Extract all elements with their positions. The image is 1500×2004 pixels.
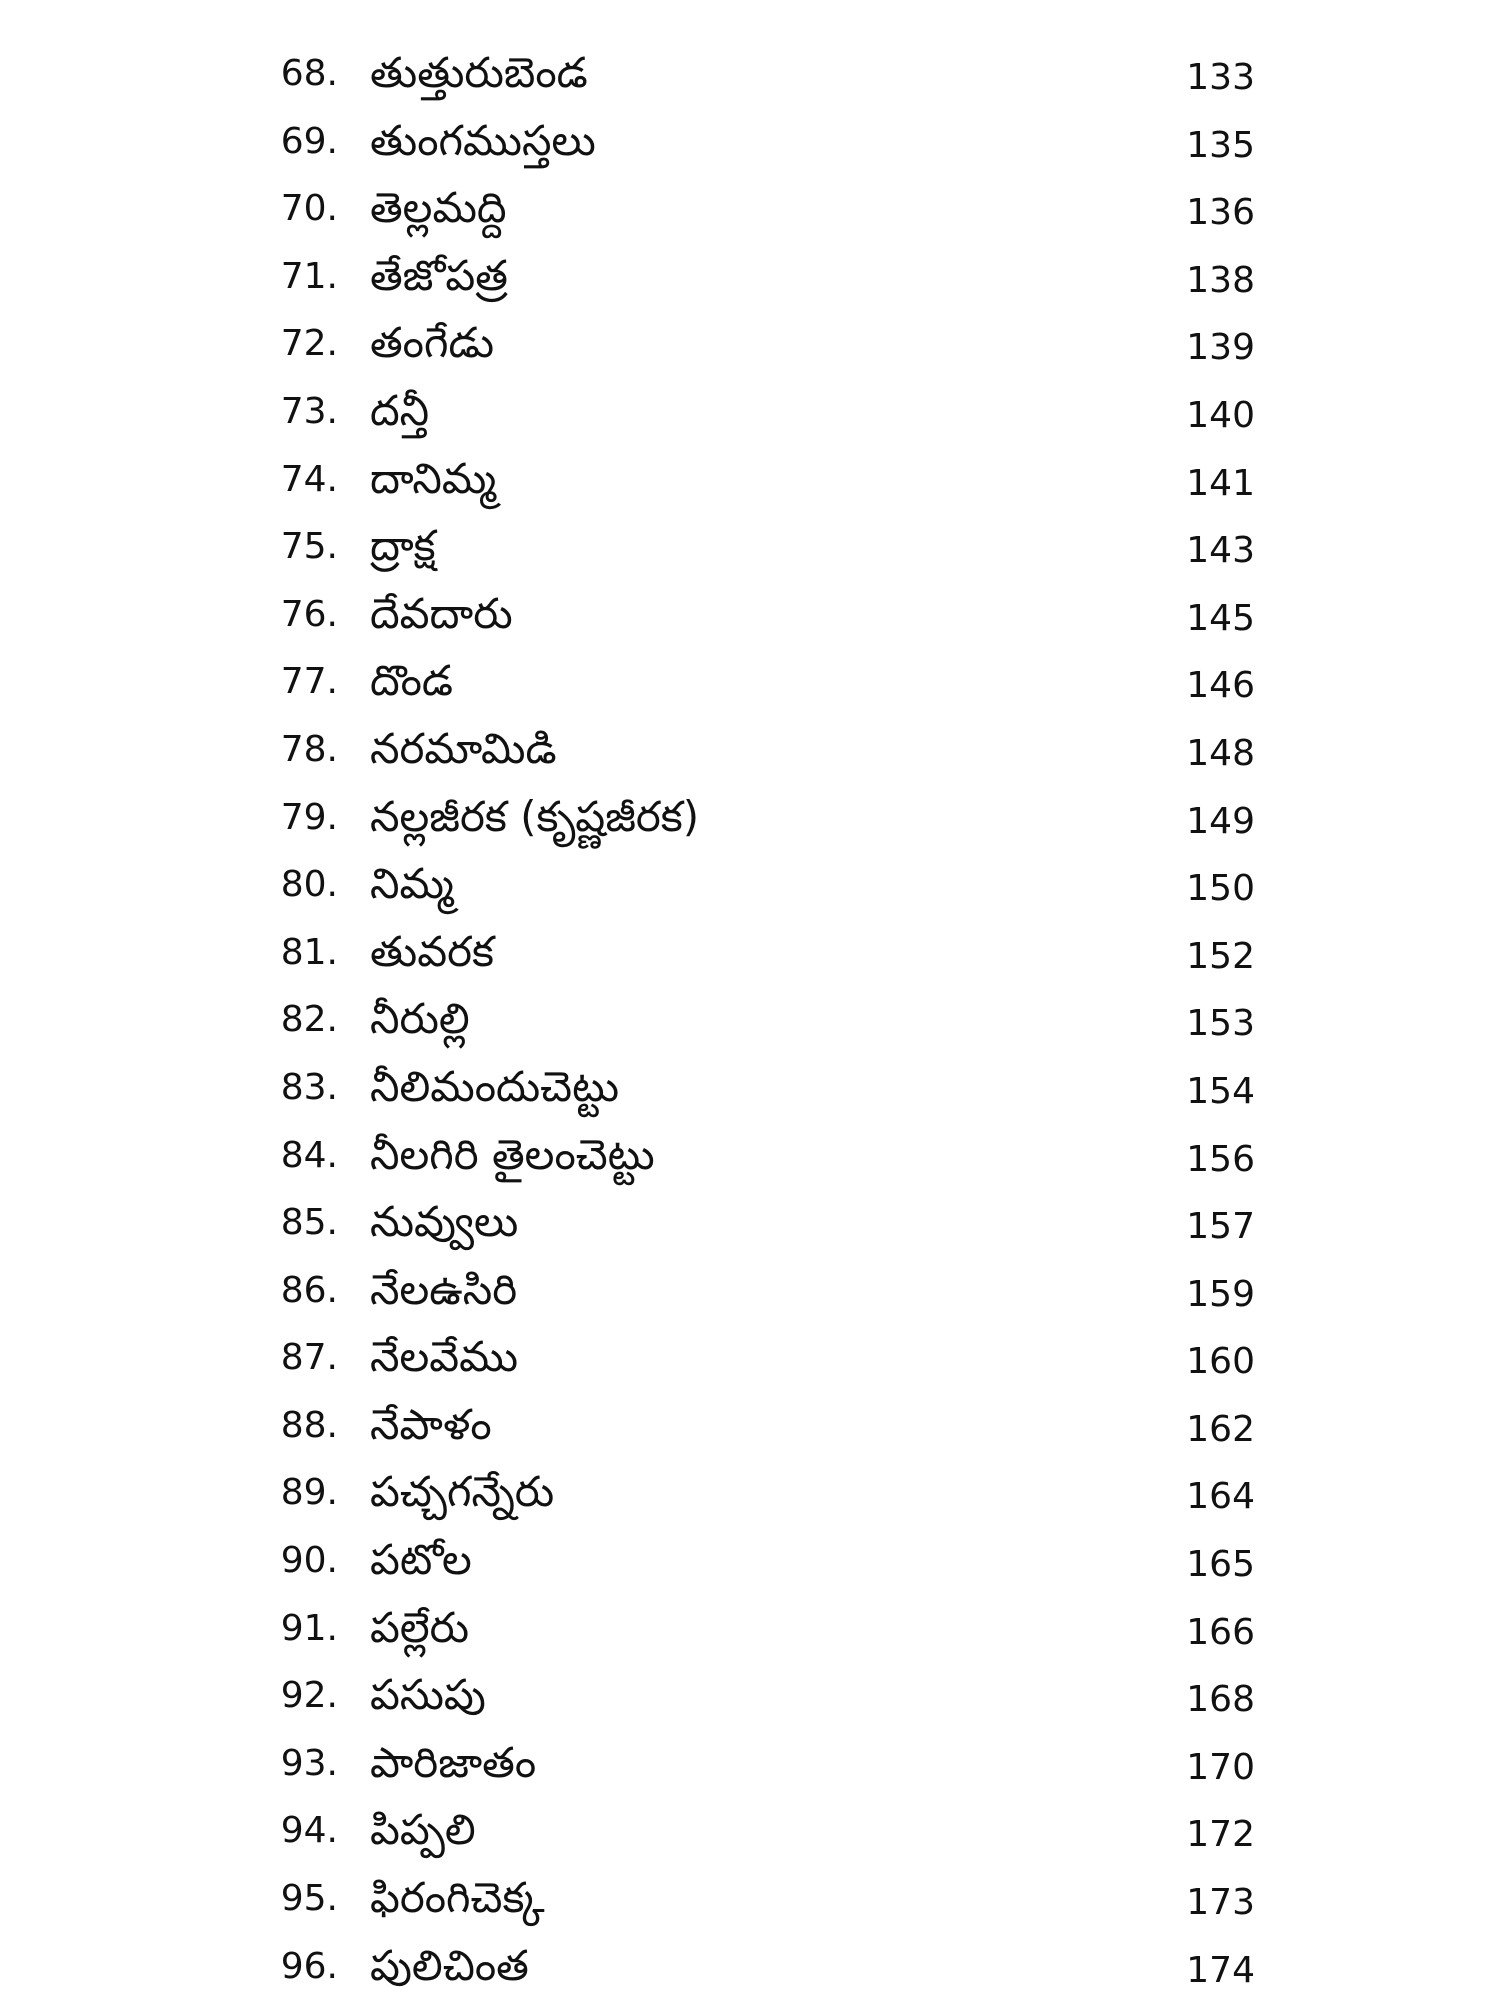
entry-title: తుత్తురుబెండ: [370, 48, 588, 97]
entry-number: 82.: [280, 999, 338, 1041]
entry-number: 94.: [280, 1810, 338, 1852]
entry-page-number: 153: [1186, 1003, 1255, 1045]
entry-number: 92.: [280, 1675, 338, 1717]
entry-title: ద్రాక్ష: [370, 521, 436, 571]
toc-entry: [0, 1463, 1500, 1531]
entry-page-number: 160: [1186, 1341, 1255, 1383]
toc-entry: [0, 382, 1500, 450]
entry-title: నీలగిరి తైలంచెట్టు: [370, 1129, 655, 1179]
toc-entry: [0, 1126, 1500, 1194]
toc-entry: [0, 247, 1500, 315]
entry-number: 73.: [280, 390, 338, 432]
toc-entry: [0, 1261, 1500, 1329]
entry-title: పిప్పలి: [370, 1805, 476, 1855]
toc-entry: [0, 1328, 1500, 1396]
entry-number: 72.: [280, 323, 338, 365]
entry-title: తువరక: [370, 926, 494, 976]
toc-entry: [0, 450, 1500, 518]
entry-title: దానిమ్మ: [370, 453, 497, 503]
toc-entry: [0, 314, 1500, 382]
entry-page-number: 156: [1186, 1138, 1255, 1180]
entry-number: 70.: [280, 188, 338, 230]
entry-title: నేలవేము: [370, 1332, 519, 1382]
toc-entry: [0, 1937, 1500, 2004]
entry-title: దేవదారు: [370, 588, 513, 638]
toc-entry: [0, 1599, 1500, 1667]
entry-page-number: 133: [1186, 57, 1255, 98]
entry-number: 69.: [280, 120, 338, 162]
toc-entry: [0, 990, 1500, 1058]
entry-number: 71.: [280, 255, 338, 297]
entry-number: 80.: [280, 864, 338, 906]
entry-page-number: 165: [1186, 1544, 1255, 1586]
toc-entry: [0, 179, 1500, 247]
entry-title: పులిచింత: [370, 1940, 529, 1990]
toc-entry: [0, 720, 1500, 788]
entry-title: పారిజాతం: [370, 1737, 537, 1787]
entry-page-number: 139: [1186, 327, 1255, 369]
toc-entry: [0, 1666, 1500, 1734]
entry-title: నీరుల్లి: [370, 994, 470, 1044]
entry-page-number: 135: [1186, 124, 1255, 166]
entry-title: నీలిమందుచెట్టు: [370, 1061, 620, 1111]
toc-entry: [0, 788, 1500, 856]
toc-entry: [0, 1801, 1500, 1869]
entry-title: తంగేడు: [370, 318, 495, 368]
entry-page-number: 145: [1186, 597, 1255, 639]
entry-page-number: 152: [1186, 935, 1255, 977]
entry-page-number: 141: [1186, 462, 1255, 504]
toc-entry: [0, 1869, 1500, 1937]
entry-title: తెల్లమద్ది: [370, 183, 507, 233]
entry-title: పటోల: [370, 1535, 472, 1585]
entry-page-number: 138: [1186, 259, 1255, 301]
entry-title: నేలఉసిరి: [370, 1264, 518, 1314]
entry-page-number: 159: [1186, 1273, 1255, 1315]
entry-number: 83.: [280, 1066, 338, 1108]
toc-entry: [0, 44, 1500, 112]
entry-number: 78.: [280, 728, 338, 770]
entry-page-number: 162: [1186, 1408, 1255, 1450]
entry-page-number: 140: [1186, 394, 1255, 436]
entry-number: 68.: [280, 53, 338, 94]
toc-entry: [0, 923, 1500, 991]
entry-title: నల్లజీరక (కృష్ణజీరక): [370, 791, 700, 841]
toc-entry: [0, 652, 1500, 720]
entry-page-number: 146: [1186, 665, 1255, 707]
toc-entry: [0, 1396, 1500, 1464]
entry-page-number: 157: [1186, 1206, 1255, 1248]
toc-entry: [0, 1058, 1500, 1126]
entry-title: దన్తీ: [370, 385, 430, 435]
entry-page-number: 154: [1186, 1070, 1255, 1112]
entry-title: నేపాళం: [370, 1399, 492, 1449]
toc-entry: [0, 585, 1500, 653]
entry-number: 76.: [280, 593, 338, 635]
entry-title: నిమ్మ: [370, 859, 454, 909]
entry-title: పచ్చగన్నేరు: [370, 1467, 555, 1517]
entry-number: 89.: [280, 1472, 338, 1514]
entry-number: 90.: [280, 1540, 338, 1582]
entry-title: పల్లేరు: [370, 1602, 470, 1652]
entry-number: 75.: [280, 526, 338, 568]
entry-number: 96.: [280, 1945, 338, 1987]
entry-title: నువ్వులు: [370, 1197, 519, 1247]
entry-page-number: 148: [1186, 732, 1255, 774]
entry-page-number: 170: [1186, 1746, 1255, 1788]
toc-entry: [0, 1531, 1500, 1599]
entry-number: 91.: [280, 1607, 338, 1649]
entry-page-number: 168: [1186, 1679, 1255, 1721]
entry-number: 88.: [280, 1404, 338, 1446]
entry-number: 79.: [280, 796, 338, 838]
entry-title: పసుపు: [370, 1670, 486, 1720]
entry-title: ఫిరంగిచెక్క: [370, 1873, 545, 1923]
entry-number: 95.: [280, 1878, 338, 1920]
entry-number: 86.: [280, 1269, 338, 1311]
table-of-contents: [0, 44, 1500, 2004]
entry-title: తేజోపత్ర: [370, 250, 508, 300]
toc-entry: [0, 1193, 1500, 1261]
entry-page-number: 150: [1186, 868, 1255, 910]
entry-number: 74.: [280, 458, 338, 500]
toc-entry: [0, 855, 1500, 923]
entry-title: దొండ: [370, 656, 453, 706]
entry-title: తుంగముస్తలు: [370, 115, 596, 165]
entry-number: 87.: [280, 1337, 338, 1379]
entry-page-number: 173: [1186, 1882, 1255, 1924]
entry-number: 93.: [280, 1742, 338, 1784]
entry-page-number: 149: [1186, 800, 1255, 842]
entry-page-number: 143: [1186, 530, 1255, 572]
entry-page-number: 166: [1186, 1611, 1255, 1653]
entry-number: 85.: [280, 1202, 338, 1244]
entry-page-number: 136: [1186, 192, 1255, 234]
toc-entry: [0, 1734, 1500, 1802]
entry-page-number: 174: [1186, 1949, 1255, 1991]
entry-page-number: 164: [1186, 1476, 1255, 1518]
toc-entry: [0, 517, 1500, 585]
toc-entry: [0, 112, 1500, 180]
entry-title: నరమామిడి: [370, 723, 557, 773]
entry-number: 81.: [280, 931, 338, 973]
entry-number: 84.: [280, 1134, 338, 1176]
entry-number: 77.: [280, 661, 338, 703]
entry-page-number: 172: [1186, 1814, 1255, 1856]
